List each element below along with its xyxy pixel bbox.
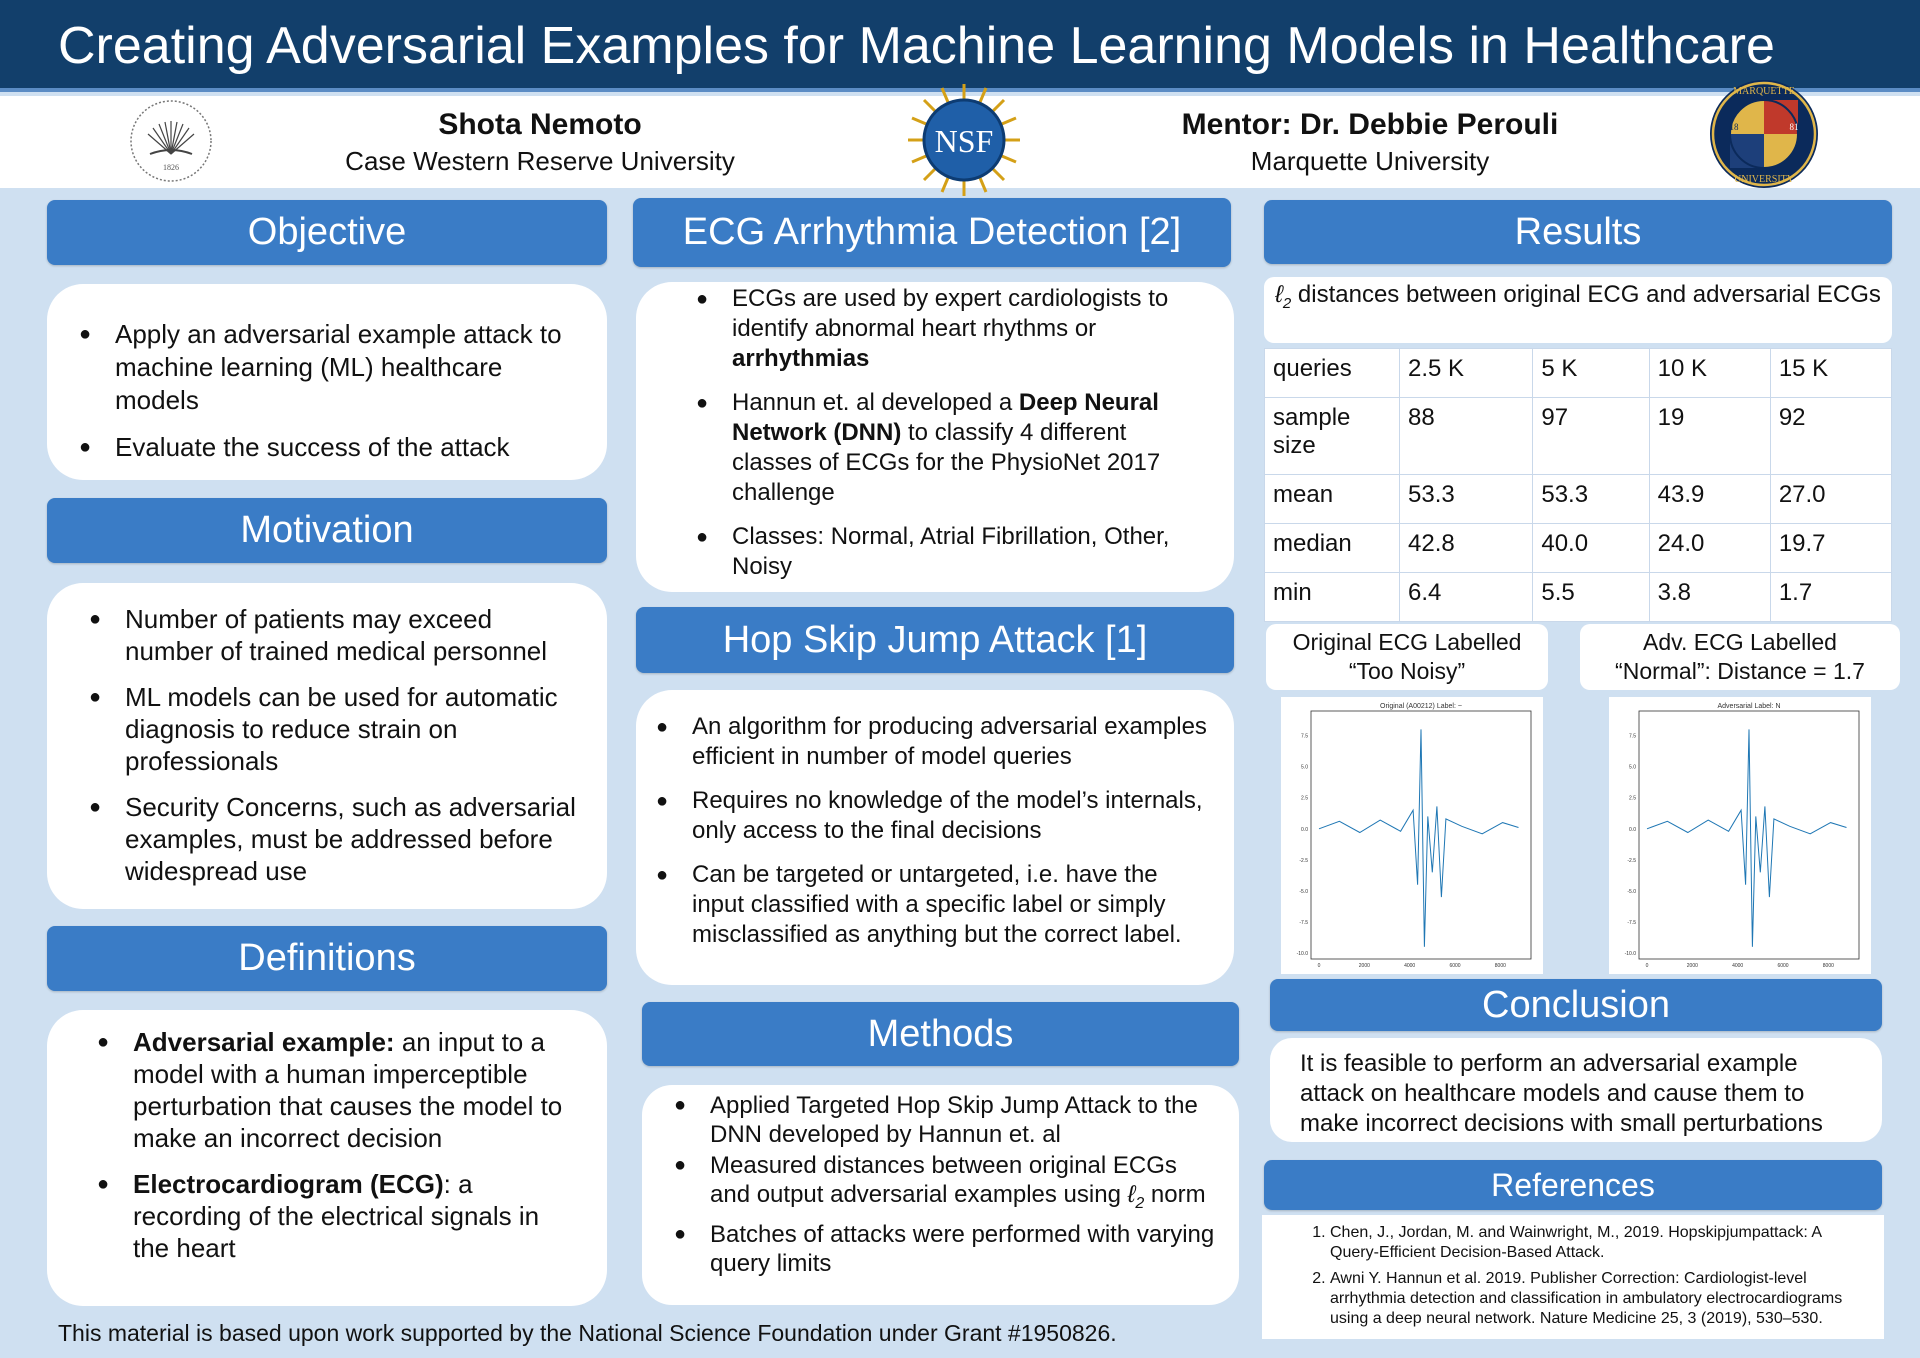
methods-item [670, 1151, 1219, 1218]
x-tick-label: 4000 [1404, 963, 1416, 969]
poster-title: Creating Adversarial Examples for Machine Learning Models in Healthcare [0, 0, 1920, 92]
results-header: Results [1264, 200, 1892, 264]
cwru-year: 1826 [163, 163, 179, 172]
ecg-card [636, 282, 1234, 592]
hsj-item: ● An algorithm for producing adversarial examples efficient in number of model queries [652, 712, 1212, 772]
results-table-wrap [1264, 348, 1892, 622]
ecg-series-line [1319, 729, 1519, 946]
x-tick-label: 0 [1645, 963, 1649, 969]
table-cell: 97 [1533, 398, 1649, 475]
mu-bottom-text: UNIVERSITY [1734, 174, 1794, 185]
table-cell: 27.0 [1770, 475, 1891, 524]
ecg-item: ● Classes: Normal, Atrial Fibrillation, Other, Noisy [692, 522, 1204, 582]
table-cell: 3.8 [1649, 573, 1770, 622]
references-list [1262, 1223, 1870, 1329]
table-row [1265, 573, 1892, 622]
table-row [1265, 349, 1892, 398]
motivation-item: ● Security Concerns, such as adversarial examples, must be addressed before widespread use [85, 791, 577, 887]
x-tick-label: 6000 [1777, 963, 1789, 969]
results-table [1264, 348, 1892, 622]
hsj-list [652, 712, 1212, 950]
table-cell: 92 [1770, 398, 1891, 475]
table-cell: queries [1265, 349, 1400, 398]
y-tick-label: -7.5 [1299, 919, 1308, 926]
mu-left-text: 18 [1729, 122, 1739, 132]
definition-text: : a recording of the electrical signals in the heart [133, 1169, 540, 1263]
definition-term: Adversarial example: [133, 1027, 395, 1057]
table-cell: 5 K [1533, 349, 1649, 398]
y-tick-label: 5.0 [1629, 764, 1636, 771]
hsj-header: Hop Skip Jump Attack [1] [636, 607, 1234, 673]
y-tick-label: -5.0 [1299, 888, 1308, 895]
table-cell: 19 [1649, 398, 1770, 475]
conclusion-header: Conclusion [1270, 979, 1882, 1031]
l2-symbol: ℓ [1275, 281, 1283, 308]
table-cell: 53.3 [1533, 475, 1649, 524]
y-tick-label: -10.0 [1296, 951, 1308, 957]
x-tick-label: 4000 [1732, 963, 1744, 969]
ecg-item-text: ECGs are used by expert cardiologists to identify abnormal heart rhythms or [732, 285, 1169, 342]
x-tick-label: 6000 [1449, 963, 1461, 969]
y-tick-label: -5.0 [1627, 888, 1636, 895]
motivation-header: Motivation [47, 498, 607, 563]
y-tick-label: 5.0 [1301, 764, 1308, 771]
table-cell: 88 [1400, 398, 1533, 475]
ecg-header: ECG Arrhythmia Detection [2] [633, 198, 1231, 267]
l2-subscript: 2 [1282, 294, 1292, 312]
mu-right-text: 81 [1789, 122, 1799, 132]
y-tick-label: 7.5 [1301, 733, 1308, 740]
ecg-item [692, 388, 1204, 508]
y-tick-label: -2.5 [1299, 857, 1308, 864]
definition-item [93, 1026, 577, 1154]
ecg-series-line [1647, 729, 1847, 946]
results-caption [1264, 277, 1892, 343]
l2-symbol: ℓ [1127, 1181, 1136, 1208]
methods-list [670, 1091, 1219, 1278]
ecg-item-text: to classify 4 different classes of ECGs for the PhysioNet 2017 challenge [732, 419, 1161, 506]
nsf-logo [904, 80, 1024, 200]
objective-item: ● Apply an adversarial example attack to machine learning (ML) healthcare models [75, 318, 579, 417]
ecg-item [692, 284, 1204, 374]
objective-item: ● Evaluate the success of the attack [75, 431, 579, 464]
table-row [1265, 524, 1892, 573]
table-cell: 53.3 [1400, 475, 1533, 524]
cwru-logo [128, 98, 214, 184]
methods-header: Methods [642, 1002, 1239, 1066]
definitions-list [93, 1026, 577, 1264]
marquette-logo [1708, 78, 1820, 190]
ecg-item-text: Hannun et. al developed a [732, 389, 1019, 416]
table-cell: median [1265, 524, 1400, 573]
ecg-item-bold: arrhythmias [732, 345, 870, 372]
x-tick-label: 0 [1317, 963, 1321, 969]
author-affiliation: Case Western Reserve University [345, 146, 735, 176]
table-cell: mean [1265, 475, 1400, 524]
objective-list [75, 318, 579, 464]
hsj-card [636, 690, 1234, 985]
methods-item-text: Measured distances between original ECGs and output adversarial examples using [710, 1152, 1177, 1208]
table-cell: sample size [1265, 398, 1400, 475]
methods-item-text: norm [1144, 1181, 1206, 1208]
y-tick-label: 0.0 [1301, 826, 1308, 833]
x-tick-label: 8000 [1494, 963, 1506, 969]
methods-item: ● Batches of attacks were performed with varying query limits [670, 1220, 1219, 1278]
plot1-caption: Original ECG Labelled “Too Noisy” [1266, 624, 1548, 690]
table-cell: 24.0 [1649, 524, 1770, 573]
reference-item: 1. Chen, J., Jordan, M. and Wainwright, M., 2019. Hopskipjumpattack: A Query-Efficient Decision-Based Attack. [1330, 1223, 1870, 1263]
x-tick-label: 2000 [1686, 963, 1698, 969]
adversarial-ecg-plot [1609, 697, 1871, 974]
reference-item: 2. Awni Y. Hannun et al. 2019. Publisher Correction: Cardiologist-level arrhythmia detection and classification in ambulatory electrocardiograms using a deep neural network. Nature Medicine 25, 3 (2019), 530–530. [1330, 1269, 1870, 1329]
ecg-item-bold: Deep Neural Network (DNN) [732, 389, 1159, 446]
table-cell: 10 K [1649, 349, 1770, 398]
table-cell: 15 K [1770, 349, 1891, 398]
motivation-list [85, 603, 577, 887]
plot-title: Original (A00212) Label: ~ [1380, 703, 1462, 710]
motivation-item: ● Number of patients may exceed number of trained medical personnel [85, 603, 577, 667]
plot2-caption: Adv. ECG Labelled “Normal”: Distance = 1.7 [1580, 624, 1900, 690]
table-cell: min [1265, 573, 1400, 622]
results-caption-text: distances between original ECG and adversarial ECGs [1291, 281, 1881, 308]
ecg-list [692, 284, 1204, 582]
funding-note: This material is based upon work supported by the National Science Foundation under Grant #1950826. [58, 1320, 1117, 1346]
definition-term: Electrocardiogram (ECG) [133, 1169, 444, 1199]
table-cell: 40.0 [1533, 524, 1649, 573]
objective-header: Objective [47, 200, 607, 265]
y-tick-label: -10.0 [1624, 951, 1636, 957]
y-tick-label: 7.5 [1629, 733, 1636, 740]
author-bar [0, 86, 1920, 188]
objective-card [47, 284, 607, 480]
plot-title: Adversarial Label: N [1717, 703, 1781, 710]
table-row [1265, 398, 1892, 475]
motivation-card [47, 583, 607, 909]
mu-top-text: MARQUETTE [1733, 86, 1795, 97]
table-cell: 43.9 [1649, 475, 1770, 524]
x-tick-label: 8000 [1822, 963, 1834, 969]
y-tick-label: -2.5 [1627, 857, 1636, 864]
table-row [1265, 475, 1892, 524]
table-cell: 2.5 K [1400, 349, 1533, 398]
y-tick-label: -7.5 [1627, 919, 1636, 926]
table-cell: 42.8 [1400, 524, 1533, 573]
y-tick-label: 2.5 [1301, 795, 1308, 802]
l2-subscript: 2 [1135, 1194, 1145, 1212]
references-header: References [1264, 1160, 1882, 1210]
motivation-item: ● ML models can be used for automatic diagnosis to reduce strain on professionals [85, 681, 577, 777]
definition-text: an input to a model with a human imperceptible perturbation that causes the model to make an incorrect decision [133, 1027, 563, 1153]
table-cell: 1.7 [1770, 573, 1891, 622]
y-tick-label: 2.5 [1629, 795, 1636, 802]
methods-card [642, 1085, 1239, 1305]
methods-item: ● Applied Targeted Hop Skip Jump Attack to the DNN developed by Hannun et. al [670, 1091, 1219, 1149]
references-card [1262, 1215, 1884, 1339]
x-tick-label: 2000 [1358, 963, 1370, 969]
mentor-name: Mentor: Dr. Debbie Perouli [1181, 108, 1559, 141]
author-name: Shota Nemoto [438, 108, 642, 141]
original-ecg-plot [1281, 697, 1543, 974]
definitions-header: Definitions [47, 926, 607, 991]
hsj-item: ● Can be targeted or untargeted, i.e. have the input classified with a specific label or simply misclassified as anything but the correct label. [652, 860, 1212, 950]
table-cell: 19.7 [1770, 524, 1891, 573]
nsf-text: NSF [934, 123, 994, 159]
table-cell: 5.5 [1533, 573, 1649, 622]
y-tick-label: 0.0 [1629, 826, 1636, 833]
definition-item [93, 1168, 577, 1264]
conclusion-text: It is feasible to perform an adversarial example attack on healthcare models and cause them to make incorrect decisions with small perturbations [1270, 1038, 1882, 1142]
table-cell: 6.4 [1400, 573, 1533, 622]
mentor-affiliation: Marquette University [1250, 146, 1490, 176]
hsj-item: ● Requires no knowledge of the model’s internals, only access to the final decisions [652, 786, 1212, 846]
definitions-card [47, 1010, 607, 1306]
